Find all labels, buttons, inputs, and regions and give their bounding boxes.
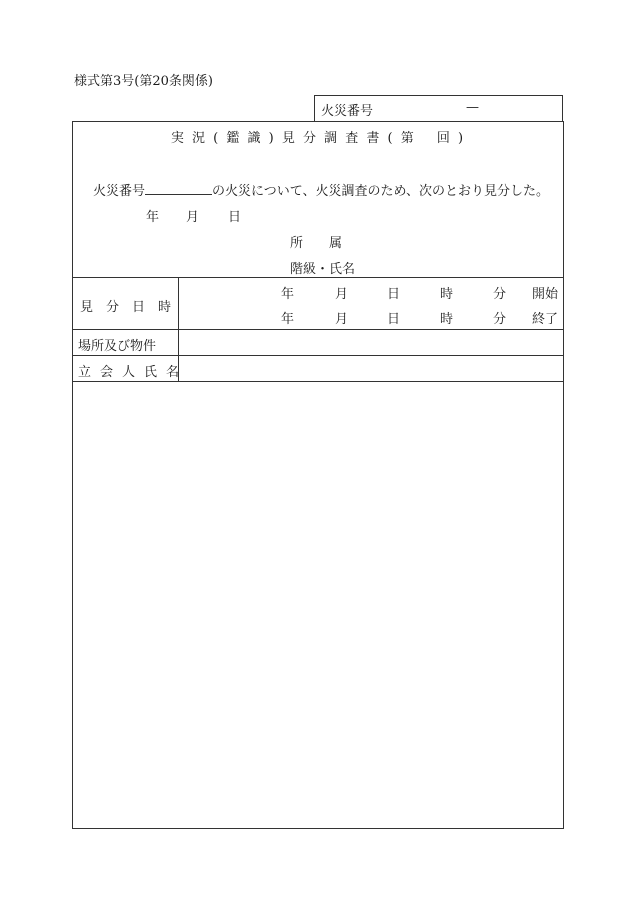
observation-body-area[interactable] bbox=[73, 382, 563, 828]
rank-name-label: 階級・氏名 bbox=[290, 262, 356, 277]
witness-name-field[interactable] bbox=[179, 356, 563, 381]
end-minute: 分 bbox=[493, 312, 507, 327]
end-time-row[interactable] bbox=[0, 308, 630, 327]
date-day: 日 bbox=[228, 210, 242, 225]
date-year: 年 bbox=[146, 210, 160, 225]
intro-sentence bbox=[93, 180, 549, 199]
document-date bbox=[146, 206, 241, 225]
fire-number-blank[interactable] bbox=[145, 182, 212, 195]
end-month: 月 bbox=[335, 312, 349, 327]
fire-number-label: 火災番号 bbox=[321, 104, 374, 119]
inspection-datetime-label: 見 分 日 時 bbox=[80, 300, 172, 315]
intro-suffix: の火災について、火災調査のため、次のとおり見分した。 bbox=[212, 184, 549, 199]
place-and-objects-field[interactable] bbox=[179, 330, 563, 355]
end-hour: 時 bbox=[440, 312, 454, 327]
affiliation-label: 所 属 bbox=[290, 236, 343, 251]
table-top-line bbox=[72, 277, 564, 278]
end-year: 年 bbox=[281, 312, 295, 327]
intro-prefix: 火災番号 bbox=[93, 184, 146, 199]
end-label: 終了 bbox=[532, 312, 559, 327]
start-label: 開始 bbox=[532, 287, 559, 302]
form-number-label: 様式第3号(第20条関係) bbox=[74, 74, 213, 89]
witness-name-label: 立 会 人 氏 名 bbox=[78, 365, 178, 380]
place-and-objects-label: 場所及び物件 bbox=[78, 339, 157, 354]
date-month: 月 bbox=[186, 210, 200, 225]
start-hour: 時 bbox=[440, 287, 454, 302]
end-day: 日 bbox=[387, 312, 401, 327]
fire-number-dash: — bbox=[466, 100, 479, 115]
start-minute: 分 bbox=[493, 287, 507, 302]
document-title: 実 況 ( 鑑 識 ) 見 分 調 査 書 ( 第 回 ) bbox=[170, 131, 466, 146]
start-time-row[interactable] bbox=[0, 283, 630, 302]
start-month: 月 bbox=[335, 287, 349, 302]
start-day: 日 bbox=[387, 287, 401, 302]
start-year: 年 bbox=[281, 287, 295, 302]
